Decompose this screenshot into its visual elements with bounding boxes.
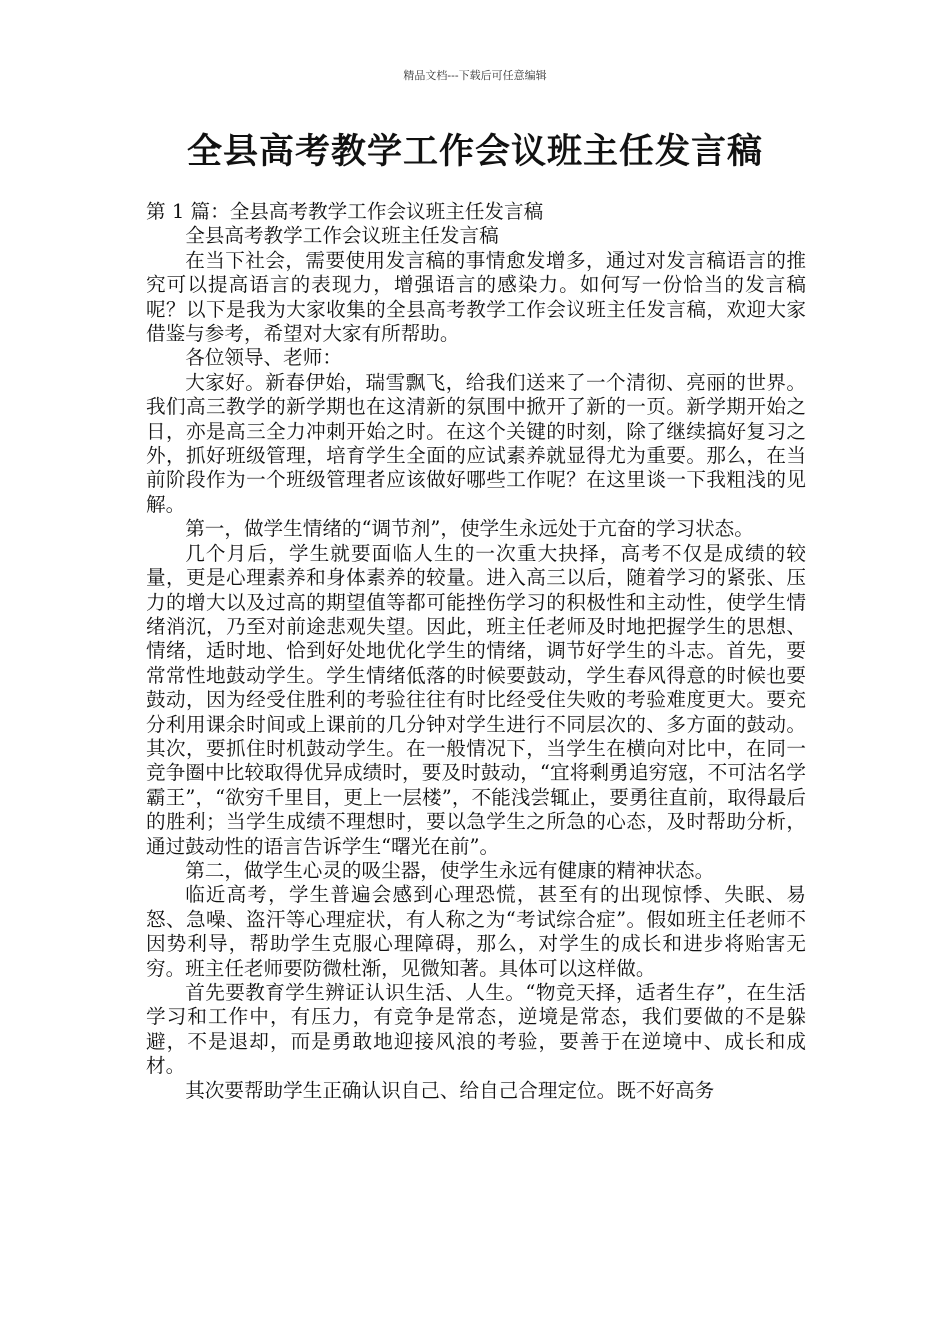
paragraph-intro: 在当下社会，需要使用发言稿的事情愈发增多，通过对发言稿语言的推究可以提高语言的表现力，增强语言的感染力。如何写一份恰当的发言稿呢？以下是我为大家收集的全县高考教学工作会议班主任发言稿，欢迎大家借鉴与参考，希望对大家有所帮助。 (146, 248, 806, 346)
paragraph-point-one-body: 几个月后，学生就要面临人生的一次重大抉择，高考不仅是成绩的较量，更是心理素养和身体素养的较量。进入高三以后，随着学习的紧张、压力的增大以及过高的期望值等都可能挫伤学习的积极性和主动性，使学生情绪消沉，乃至对前途悲观失望。因此，班主任老师及时地把握学生的思想、情绪，适时地、恰到好处地优化学生的情绪，调节好学生的斗志。首先，要常常性地鼓动学生。学生情绪低落的时候要鼓动，学生春风得意的时候也要鼓动，因为经受住胜利的考验往往有时比经受住失败的考验难度更大。要充分利用课余时间或上课前的几分钟对学生进行不同层次的、多方面的鼓动。其次，要抓住时机鼓动学生。在一般情况下，当学生在横向对比中，在同一竞争圈中比较取得优异成绩时，要及时鼓动，“宜将剩勇追穷寇，不可沽名学霸王”，“欲穷千里目，更上一层楼”，不能浅尝辄止，要勇往直前，取得最后的胜利；当学生成绩不理想时，要以急学生之所急的心态，及时帮助分析，通过鼓动性的语言告诉学生“曙光在前”。 (146, 541, 806, 858)
paragraph-point-one: 第一，做学生情绪的“调节剂”，使学生永远处于亢奋的学习状态。 (185, 517, 754, 541)
paragraph-subtitle: 全县高考教学工作会议班主任发言稿 (185, 224, 499, 248)
paragraph-opening: 大家好。新春伊始，瑞雪飘飞，给我们送来了一个清彻、亮丽的世界。我们高三教学的新学期也在这清新的氛围中掀开了新的一页。新学期开始之日，亦是高三全力冲刺开始之时。在这个关键的时刻，除了继续搞好复习之外，抓好班级管理，培育学生全面的应试素养就显得尤为重要。那么，在当前阶段作为一个班级管理者应该做好哪些工作呢？在这里谈一下我粗浅的见解。 (146, 370, 806, 516)
paragraph-point-two-body: 临近高考，学生普遍会感到心理恐慌，甚至有的出现惊悸、失眠、易怒、急噪、盗汗等心理症状，有人称之为“考试综合症”。假如班主任老师不因势利导，帮助学生克服心理障碍，那么，对学生的成长和进步将贻害无穷。班主任老师要防微杜渐，见微知著。具体可以这样做。 (146, 883, 806, 980)
document-title: 全县高考教学工作会议班主任发言稿 (186, 132, 763, 172)
paragraph-chapter-heading: 第 1 篇：全县高考教学工作会议班主任发言稿 (146, 200, 544, 223)
paragraph-salutation: 各位领导、老师： (185, 346, 342, 370)
header-note: 精品文档---下载后可任意编辑 (403, 69, 547, 82)
paragraph-first-measure: 首先要教育学生辨证认识生活、人生。“物竞天择，适者生存”，在生活学习和工作中，有压力，有竞争是常态，逆境是常态，我们要做的不是躲避，不是退却，而是勇敢地迎接风浪的考验，要善于在逆境中、成长和成材。 (146, 981, 806, 1078)
paragraph-second-measure: 其次要帮助学生正确认识自己、给自己合理定位。既不好高务 (185, 1078, 715, 1102)
paragraph-point-two: 第二，做学生心灵的吸尘器，使学生永远有健康的精神状态。 (185, 858, 715, 882)
document-body (146, 200, 806, 1103)
